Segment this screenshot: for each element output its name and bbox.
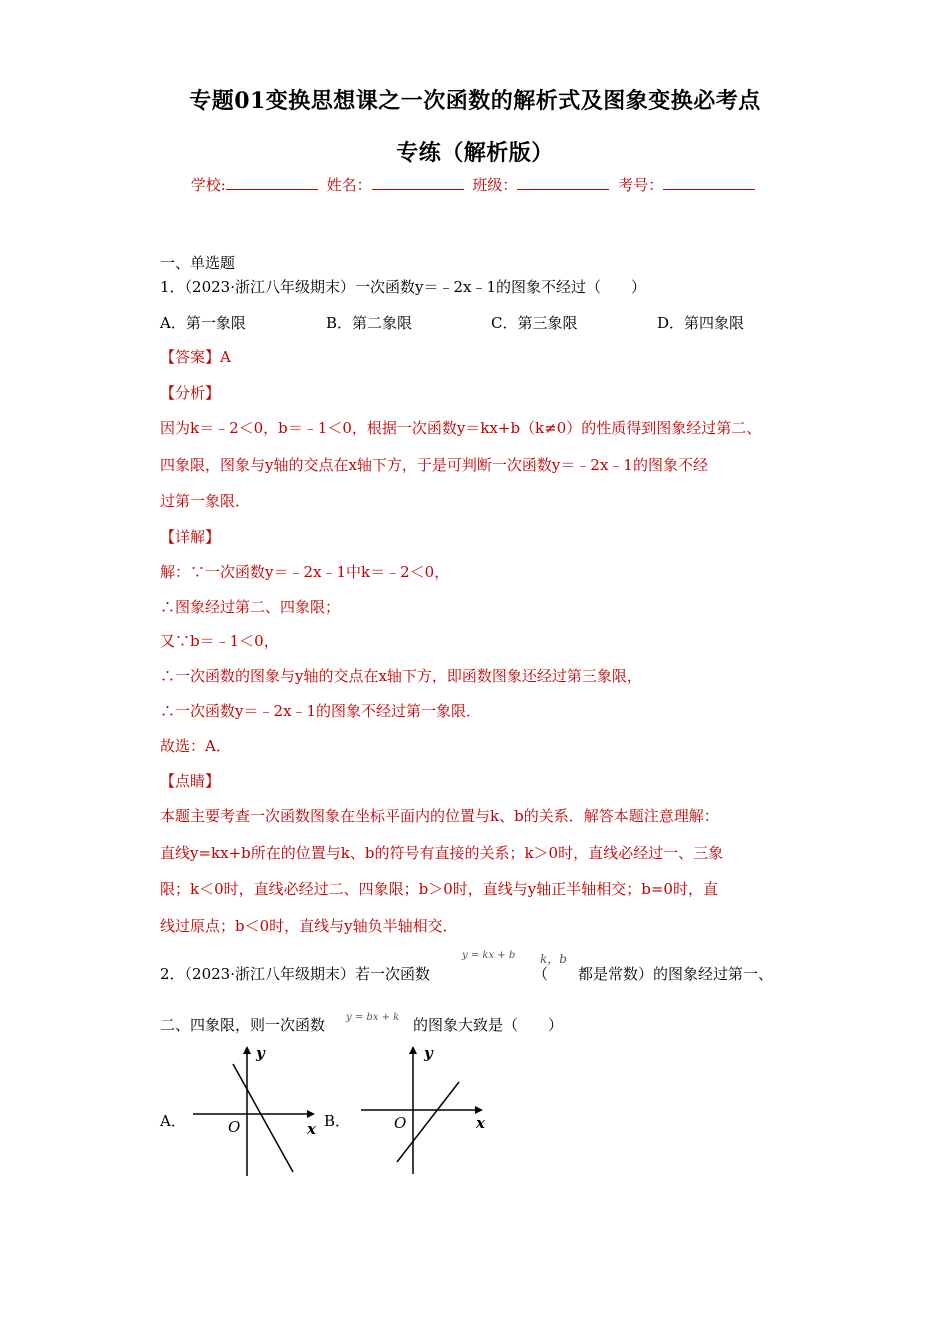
q1-detail-heading: 【详解】 <box>160 528 221 546</box>
y-axis-arrow <box>409 1046 417 1054</box>
q1-option-a: A．第一象限 <box>160 314 246 332</box>
q1-detail-line: ∴一次函数y＝﹣2x﹣1的图象不经过第一象限． <box>160 702 482 720</box>
exam-no-label: 考号： <box>618 176 664 194</box>
q2-b-x-label: x <box>476 1114 485 1132</box>
q2-stem-line2-part2: 的图象大致是（ ） <box>413 1016 564 1034</box>
q1-comment-line: 直线y=kx+b所在的位置与k、b的符号有直接的关系；k＞0时，直线必经过一、三象 <box>160 844 724 862</box>
exam-no-field[interactable] <box>663 175 755 190</box>
x-axis-arrow <box>307 1110 315 1118</box>
q1-comment-line: 本题主要考查一次函数图象在坐标平面内的位置与k、b的关系．解答本题注意理解： <box>160 807 719 825</box>
school-field[interactable] <box>226 175 318 190</box>
q2-a-y-label: y <box>256 1044 265 1062</box>
class-field[interactable] <box>517 175 609 190</box>
q1-comment-line: 线过原点；b＜0时，直线与y轴负半轴相交． <box>160 917 458 935</box>
q2-stem-part2: （ <box>533 965 549 983</box>
q2-formula-kb: k，b <box>540 952 567 966</box>
q1-detail-line: ∴一次函数的图象与y轴的交点在x轴下方，即函数图象还经过第三象限， <box>160 667 642 685</box>
page-title: 专题01变换思想课之一次函数的解析式及图象变换必考点 <box>189 88 761 114</box>
q2-option-b-label: B． <box>324 1112 351 1130</box>
q2-b-y-label: y <box>424 1044 433 1062</box>
q2-option-a-label: A． <box>160 1112 186 1130</box>
name-label: 姓名： <box>326 176 372 194</box>
q1-comment-line: 限；k＜0时，直线必经过二、四象限；b＞0时，直线与y轴正半轴相交；b=0时，直 <box>160 880 718 898</box>
name-field[interactable] <box>372 175 464 190</box>
q1-detail-line: ∴图象经过第二、四象限； <box>160 598 341 616</box>
q1-detail-line: 故选：A． <box>160 737 231 755</box>
q1-detail-line: 又∵b＝﹣1＜0， <box>160 632 279 650</box>
q2-option-a-graph <box>185 1040 325 1180</box>
school-label: 学校: <box>190 176 226 194</box>
q1-analysis-heading: 【分析】 <box>160 384 221 402</box>
q2-stem-line2-part1: 二、四象限，则一次函数 <box>160 1016 326 1034</box>
q1-stem: 1．（2023·浙江八年级期末）一次函数y＝﹣2x﹣1的图象不经过（ ） <box>160 278 647 296</box>
q1-answer: 【答案】A <box>160 348 231 366</box>
x-axis-arrow <box>475 1106 483 1114</box>
student-info-row <box>0 174 950 195</box>
q2-formula-1: y = kx + b <box>462 950 516 961</box>
q2-stem-part1: 2．（2023·浙江八年级期末）若一次函数 <box>160 965 430 983</box>
q1-analysis-line: 因为k＝﹣2＜0，b＝﹣1＜0，根据一次函数y＝kx+b（k≠0）的性质得到图象经过第二、 <box>160 419 762 437</box>
q1-analysis-line: 过第一象限． <box>160 492 251 510</box>
q1-option-c: C．第三象限 <box>491 314 578 332</box>
q2-a-x-label: x <box>307 1120 316 1138</box>
page-subtitle: 专练（解析版） <box>396 140 554 166</box>
q2-b-origin-label: O <box>394 1114 407 1132</box>
q1-comment-heading: 【点睛】 <box>160 772 221 790</box>
function-line <box>233 1064 293 1172</box>
q1-analysis-line: 四象限，图象与y轴的交点在x轴下方，于是可判断一次函数y＝﹣2x﹣1的图象不经 <box>160 456 708 474</box>
section-title: 一、单选题 <box>160 254 236 272</box>
q1-detail-line: 解：∵一次函数y＝﹣2x﹣1中k＝﹣2＜0， <box>160 563 450 581</box>
q2-stem-part3: 都是常数）的图象经过第一、 <box>578 965 774 983</box>
q1-option-b: B．第二象限 <box>326 314 413 332</box>
q1-option-d: D．第四象限 <box>657 314 745 332</box>
q2-a-origin-label: O <box>228 1118 241 1136</box>
class-label: 班级： <box>472 176 518 194</box>
y-axis-arrow <box>243 1046 251 1054</box>
q2-formula-2: y = bx + k <box>346 1012 400 1023</box>
